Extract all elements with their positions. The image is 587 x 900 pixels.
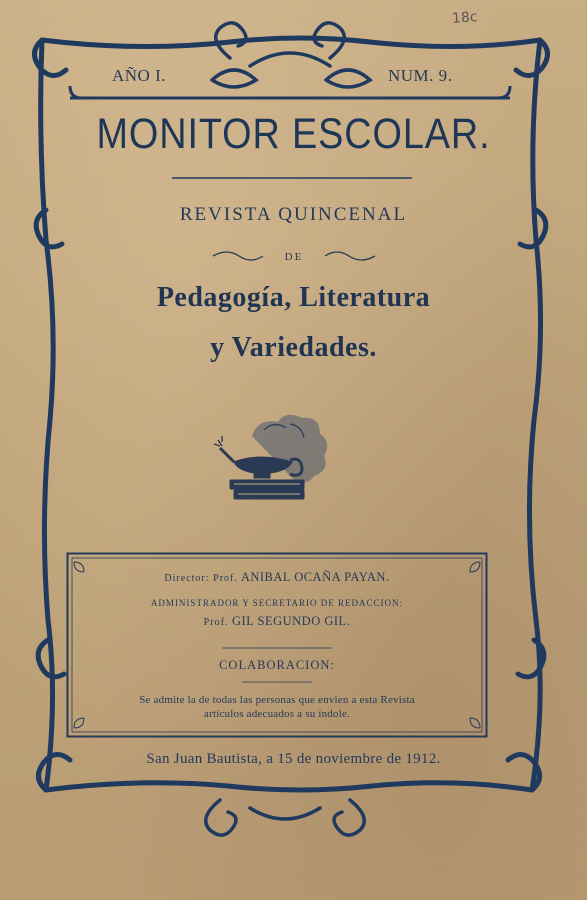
connector-row — [0, 247, 587, 265]
subject-line-2: y Variedades. — [210, 332, 377, 363]
director-title: Prof. — [213, 573, 238, 584]
collaboration-heading: COLABORACION: — [219, 658, 335, 672]
connector-flourish — [209, 248, 379, 264]
connector-text: DE — [284, 251, 303, 264]
place-and-date: San Juan Bautista, a 15 de noviembre de 1912. — [146, 751, 441, 767]
oil-lamp-on-books-icon — [212, 410, 336, 506]
admin-label: ADMINISTRADOR Y SECRETARIO DE REDACCION: — [150, 598, 404, 608]
magazine-title: MONITOR ESCOLAR. — [96, 110, 491, 158]
magazine-subtitle: REVISTA QUINCENAL — [179, 204, 408, 225]
admin-title: Prof. — [203, 617, 229, 628]
handwritten-mark: 18c — [451, 9, 479, 27]
staff-info-box — [66, 552, 488, 738]
collaboration-text-line-2: artículos adecuados a su índole. — [204, 708, 350, 720]
issue-number: NUM. 9. — [388, 66, 453, 85]
admin-line — [66, 614, 488, 629]
issue-year: AÑO I. — [112, 66, 166, 85]
director-label: Director: — [164, 573, 210, 584]
director-line — [66, 570, 488, 585]
collaboration-text-line-1: Se admite la de todas las personas que envien a esta Revista — [139, 694, 415, 706]
admin-name: GIL SEGUNDO GIL. — [232, 614, 351, 628]
director-name: ANIBAL OCAÑA PAYAN. — [240, 570, 390, 584]
subject-line-1: Pedagogía, Literatura — [156, 282, 431, 313]
